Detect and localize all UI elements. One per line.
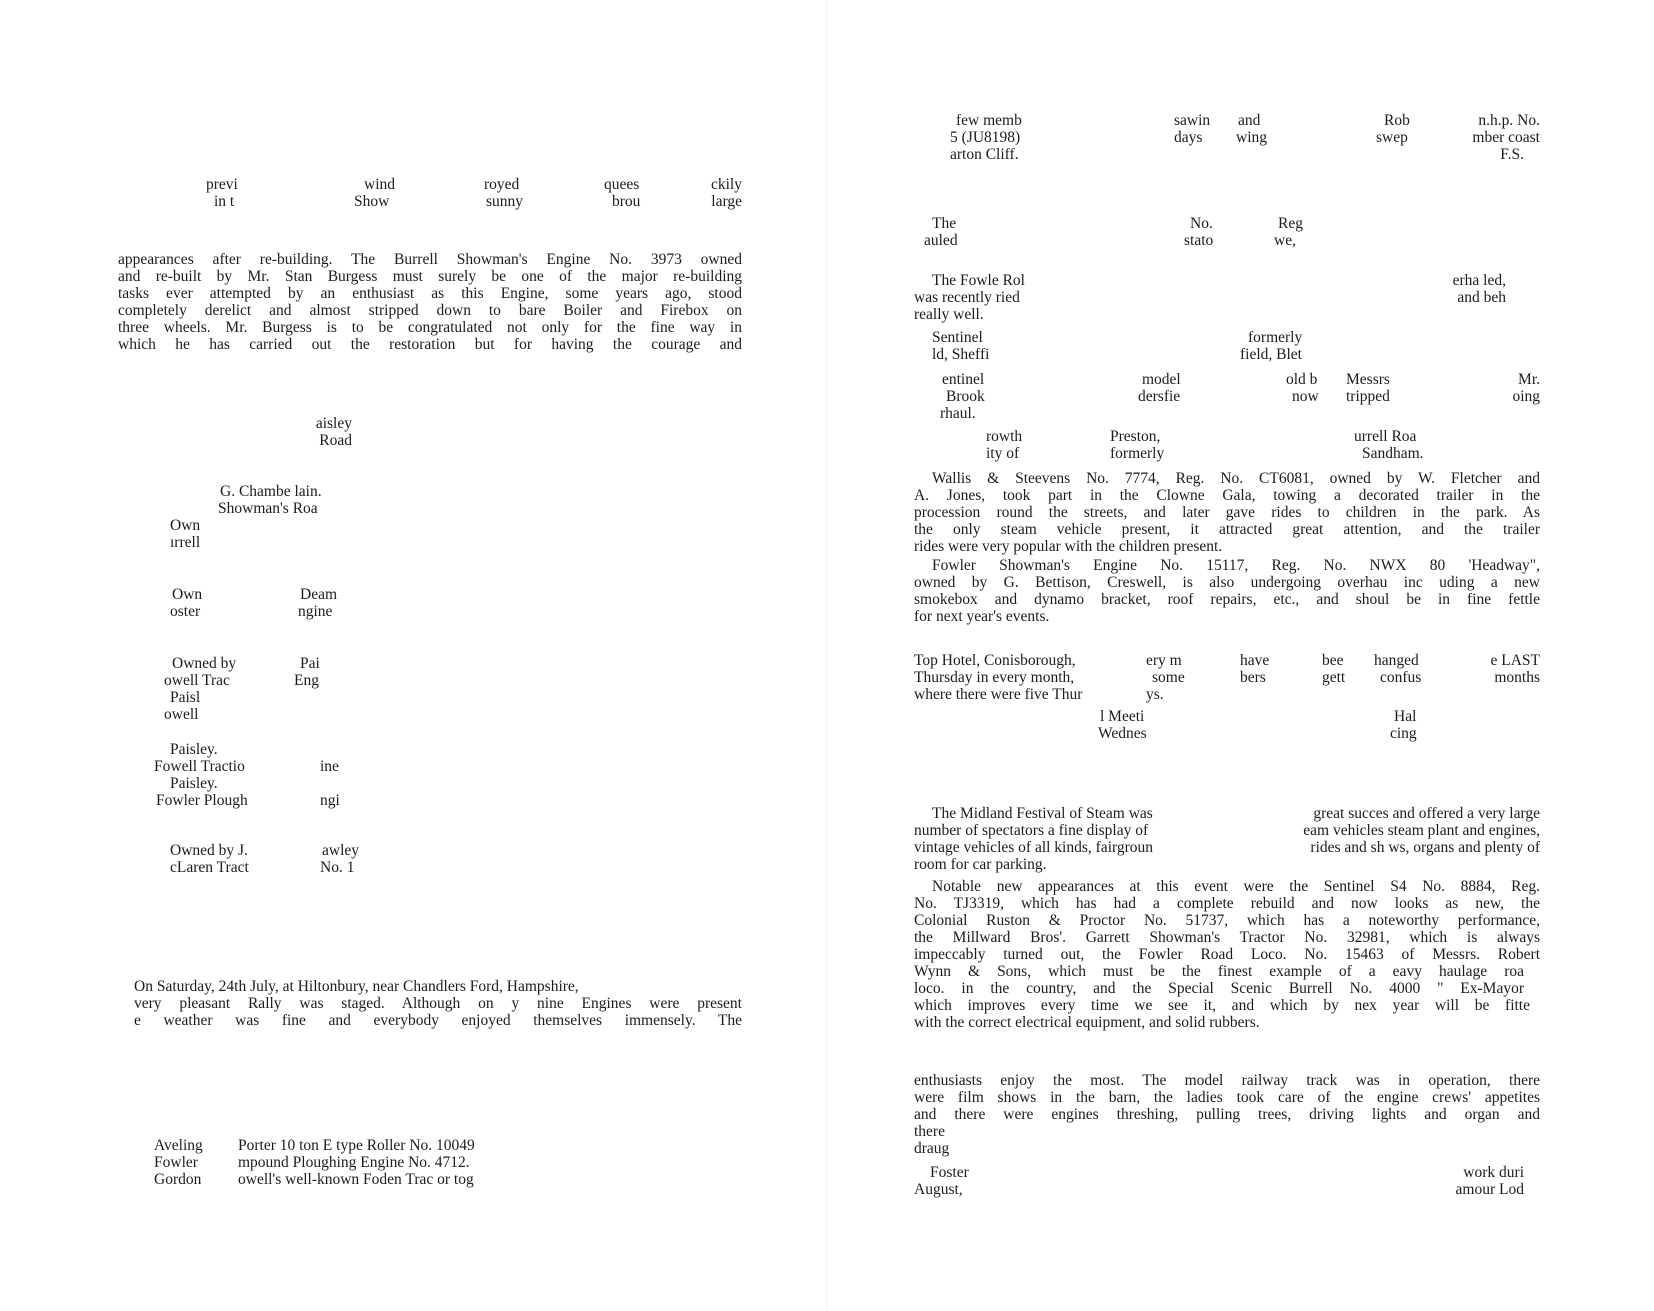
fragment: e LAST months (1490, 652, 1540, 686)
fragment: Messrs tripped (1346, 371, 1390, 405)
fragment: Foster August, (914, 1164, 969, 1198)
page-gutter (826, 0, 828, 1311)
paragraph-fowler: Fowler Showman's Engine No. 15117, Reg. No. NWX 80 'Headway", owned by G. Bettison, Creswell, is also undergoing overhau inc uding a new smokebox and dynamo bracket, roof repairs, etc., and shoul be in fine fettle for next year's events. (914, 557, 1540, 625)
fragment: entinel Brook rhaul. (940, 371, 985, 422)
fragment: urrell Roa Sandham. (1354, 428, 1424, 462)
paragraph-wallis: Wallis & Steevens No. 7774, Reg. No. CT6081, owned by W. Fletcher and A. Jones, took part in the Clowne Gala, towing a decorated trailer in the procession round the streets, and later gave rides to children in the park. As the only steam vehicle present, it attracted great attention, and the trailer rides were very popular with the children present. (914, 470, 1540, 555)
midland-line: number of spectators a fine display of eam vehicles steam plant and engines, (914, 822, 1540, 839)
paragraph-notable: Notable new appearances at this event were the Sentinel S4 No. 8884, Reg. No. TJ3319, which has had a complete rebuild and now looks as new, the Colonial Ruston & Proctor No. 51737, which has a noteworthy performance, the Millward Bros'. Garrett Showman's Tractor No. 32981, which is always impeccably turned out, the Fowler Road Loco. No. 15463 of Messrs. Robert Wynn & Sons, which must be the finest example of a eavy haulage roa loco. in the country, and the Special Scenic Burrell No. 4000 " Ex-Mayor which improves every time we see it, and which by nex year will be fitte with the correct electrical equipment, and solid rubbers. (914, 878, 1540, 1031)
list-details: Porter 10 ton E type Roller No. 10049 mpound Ploughing Engine No. 4712. owell's well-known Foden Trac or tog (238, 1137, 475, 1188)
fragment: erha led, and beh (1452, 272, 1506, 306)
fragment: ckily large (711, 176, 742, 210)
fragment: l Meeti Wednes (1098, 708, 1147, 742)
fragment: Owned by owell Trac Paisl owell (164, 655, 237, 723)
fragment: Own oster (170, 586, 203, 620)
fragment: ine ngi (320, 758, 340, 809)
list-names: Aveling Fowler Gordon (154, 1137, 203, 1188)
fragment: Rob swep (1376, 112, 1410, 146)
fragment: Reg we, (1274, 215, 1303, 249)
fragment: Pai Eng (294, 655, 320, 689)
fragment: previ in t (206, 176, 238, 210)
fragment: royed sunny (484, 176, 524, 210)
fragment: work duri amour Lod (1455, 1164, 1524, 1198)
midland-line: The Midland Festival of Steam was great succes and offered a very large (932, 805, 1540, 822)
fragment: awley No. 1 (320, 842, 360, 876)
fragment: No. stato (1184, 215, 1214, 249)
paragraph-midland (914, 805, 1540, 873)
fragment: bee gett (1322, 652, 1346, 686)
fragment: have bers (1240, 652, 1270, 686)
midland-line: room for car parking. (914, 856, 1047, 873)
fragment: and wing (1236, 112, 1267, 146)
fragment: aisley Road (315, 415, 352, 449)
fragment: Own ırrell (170, 517, 201, 551)
fragment: Mr. oing (1512, 371, 1540, 405)
midland-line: vintage vehicles of all kinds, fairgroun rides and sh ws, organs and plenty of (914, 839, 1540, 856)
fragment: Owned by J. cLaren Tract (170, 842, 249, 876)
paragraph-burrell: appearances after re-building. The Burrell Showman's Engine No. 3973 owned and re-built by Mr. Stan Burgess must surely be one of the major re-building tasks ever attempted by an enthusiast as this Engine, some years ago, stood completely derelict and almost stripped down to bare Boiler and Firebox on three wheels. Mr. Burgess is to be congratulated not only for the fine way in which he has carried out the restoration but for having the courage and (118, 251, 742, 353)
fragment: model dersfie (1138, 371, 1181, 405)
fragment: ery m some ys. (1146, 652, 1185, 703)
fragment: rowth ity of (986, 428, 1023, 462)
fragment: G. Chambe lain. Showman's Roa (218, 483, 322, 517)
fragment: hanged confus (1374, 652, 1422, 686)
fragment: wind Show (354, 176, 395, 210)
fragment: Preston, formerly (1110, 428, 1165, 462)
paragraph-enthusiasts: enthusiasts enjoy the most. The model railway track was in operation, there were film shows in the barn, the ladies took care of the engine crews' appetites and there were engines threshing, pulling trees, driving lights and organ and there draug (914, 1072, 1540, 1157)
fragment: The auled (924, 215, 958, 249)
fragment: n.h.p. No. mber coast F.S. (1472, 112, 1540, 163)
fragment: quees brou (604, 176, 641, 210)
fragment: sawin days (1174, 112, 1211, 146)
fragment: old b now (1286, 371, 1319, 405)
fragment: The Fowle Rol was recently ried really well. (914, 272, 1025, 323)
fragment: Sentinel ld, Sheffi (932, 329, 990, 363)
fragment: Top Hotel, Conisborough, Thursday in every month, where there were five Thur (914, 652, 1083, 703)
fragment: formerly field, Blet (1240, 329, 1303, 363)
fragment: Paisley. Fowell Tractio Paisley. Fowler Plough (154, 741, 248, 809)
paragraph-hiltonbury: On Saturday, 24th July, at Hiltonbury, near Chandlers Ford, Hampshire, very pleasant Rally was staged. Although on y nine Engines were present e weather was fine and everybody enjoyed themselves immensely. The (134, 978, 742, 1029)
fragment: Deam ngine (298, 586, 338, 620)
fragment: few memb 5 (JU8198) arton Cliff. (950, 112, 1022, 163)
fragment: Hal cing (1390, 708, 1417, 742)
